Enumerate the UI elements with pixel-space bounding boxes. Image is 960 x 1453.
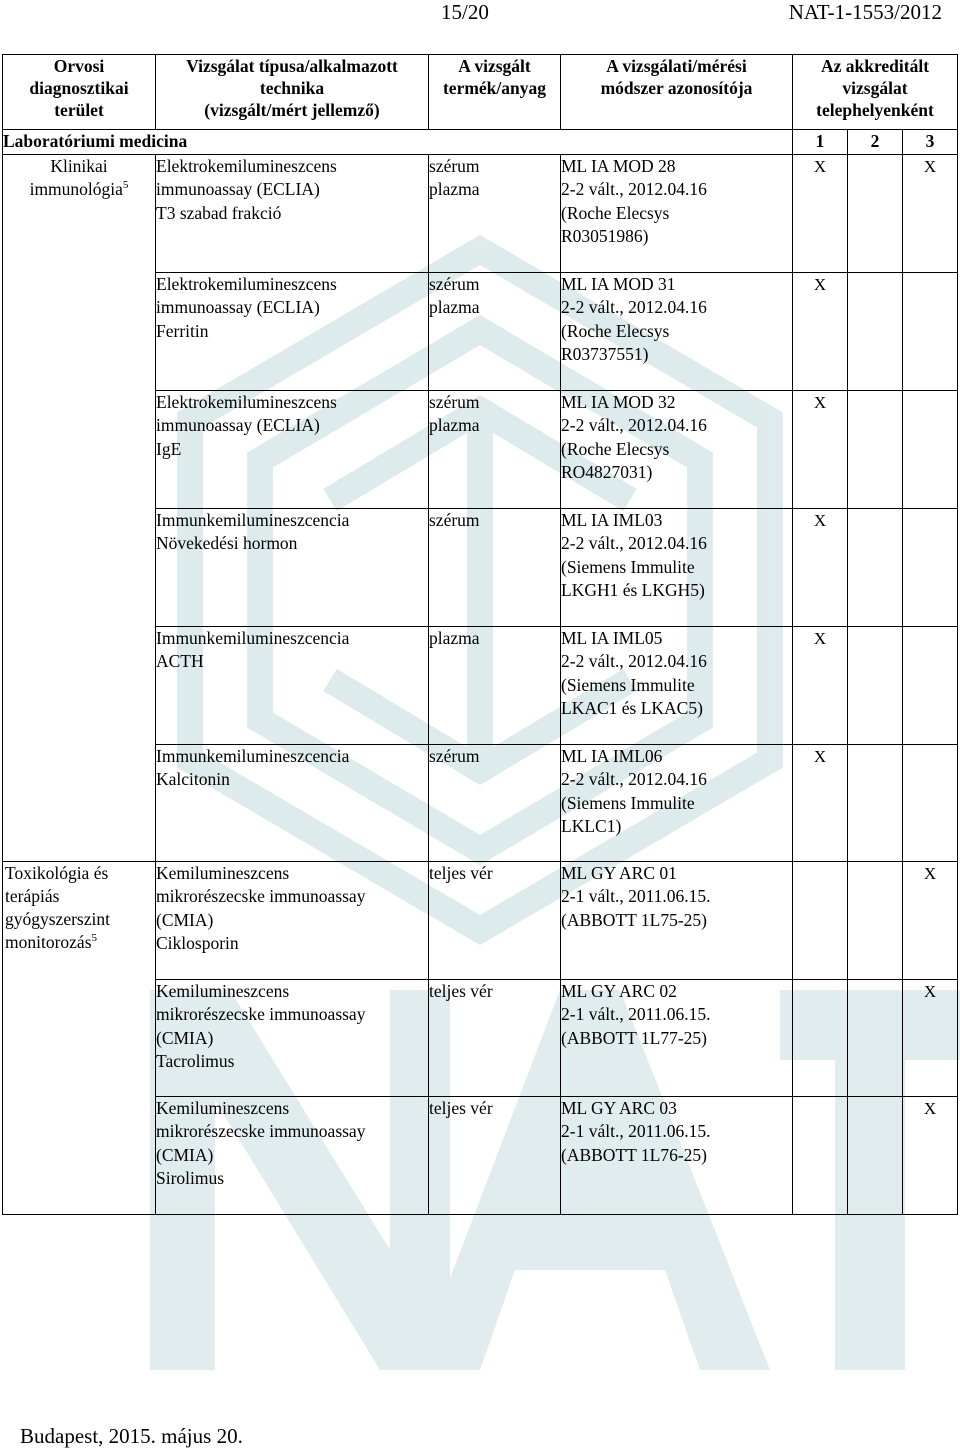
document-id: NAT-1-1553/2012 [788,0,942,24]
site-2-mark [848,390,903,508]
technique-line: Ciklosporin [156,933,239,953]
technique-cell [156,508,429,626]
site-2-mark [848,1096,903,1214]
site-2-mark [848,744,903,861]
area-line: gyógyszerszint [5,908,110,929]
method-line: (ABBOTT 1L76-25) [561,1144,707,1165]
technique-line: Immunkemilumineszcencia [156,627,350,648]
sample-line: szérum [429,273,480,294]
section-row [3,130,958,155]
technique-line: mikrorészecske immunoassay [156,886,366,906]
site-3-mark: X [903,154,958,272]
technique-line: Növekedési hormon [156,533,298,553]
technique-line: immunoassay (ECLIA) [156,179,320,199]
method-line: (Siemens Immulite [561,792,695,813]
technique-line: Kemilumineszcens [156,862,290,883]
col-header-technique: Vizsgálat típusa/alkalmazott technika (vizsgált/mért jellemző) [156,55,429,130]
technique-line: Immunkemilumineszcencia [156,509,350,530]
sample-cell [429,1096,561,1214]
site-2-mark [848,979,903,1096]
method-line: ML IA IML03 [561,509,663,530]
site-3-mark [903,744,958,861]
method-line: R03737551) [561,344,649,364]
sample-line: plazma [429,297,480,317]
method-line: (ABBOTT 1L77-25) [561,1027,707,1048]
method-line: R03051986) [561,226,649,246]
technique-line: immunoassay (ECLIA) [156,297,320,317]
footer-place-date: Budapest, 2015. május 20. [20,1424,243,1448]
method-line: ML GY ARC 01 [561,862,677,883]
method-line: 2-2 vált., 2012.04.16 [561,769,707,789]
site-1-mark: X [793,154,848,272]
area-line: immunológia$^5$ [29,178,129,199]
method-line: ML IA IML06 [561,745,663,766]
technique-line: mikrorészecske immunoassay [156,1004,366,1024]
technique-line: ACTH [156,651,204,671]
technique-cell [156,1096,429,1214]
technique-line: Immunkemilumineszcencia [156,745,350,766]
method-cell [561,1096,793,1214]
method-line: 2-2 vált., 2012.04.16 [561,651,707,671]
sample-cell [429,979,561,1096]
area-cell-immunology [3,154,156,861]
method-line: 2-2 vált., 2012.04.16 [561,415,707,435]
site-3-mark [903,390,958,508]
site-1-mark: X [793,508,848,626]
table-row [3,154,958,272]
method-cell [561,154,793,272]
header-row [3,55,958,130]
method-cell [561,626,793,744]
technique-line: (CMIA) [156,909,214,930]
method-line: ML GY ARC 03 [561,1097,677,1118]
technique-cell [156,979,429,1096]
area-line: monitorozás$^5$ [5,931,98,952]
method-line: 2-2 vált., 2012.04.16 [561,533,707,553]
method-line: 2-1 vált., 2011.06.15. [561,886,711,906]
site-1-mark: X [793,626,848,744]
technique-line: Kemilumineszcens [156,980,290,1001]
technique-line: (CMIA) [156,1144,214,1165]
technique-line: Kalcitonin [156,769,230,789]
method-line: 2-1 vált., 2011.06.15. [561,1004,711,1024]
method-line: LKGH1 és LKGH5) [561,580,705,600]
section-title: Laboratóriumi medicina [3,130,793,155]
technique-line: Elektrokemilumineszcens [156,155,337,176]
technique-line: (CMIA) [156,1027,214,1048]
site-1-mark [793,861,848,979]
col-header-sites: Az akkreditált vizsgálat telephelyenként [793,55,958,130]
method-line: 2-1 vált., 2011.06.15. [561,1121,711,1141]
technique-line: Tacrolimus [156,1051,235,1071]
method-cell [561,390,793,508]
sample-cell [429,272,561,390]
site-2-mark [848,508,903,626]
site-number-2: 2 [848,130,903,155]
site-2-mark [848,154,903,272]
technique-line: Sirolimus [156,1168,225,1188]
sample-line: teljes vér [429,862,493,883]
method-line: LKLC1) [561,816,622,836]
area-line: Klinikai [50,155,108,176]
sample-line: plazma [429,415,480,435]
sample-line: plazma [429,179,480,199]
site-3-mark [903,508,958,626]
site-2-mark [848,861,903,979]
method-cell [561,272,793,390]
col-header-sample: A vizsgált termék/anyag [429,55,561,130]
page-header [0,0,960,28]
page-number: 15/20 [441,0,489,24]
sample-cell [429,154,561,272]
technique-line: Kemilumineszcens [156,1097,290,1118]
area-line: terápiás [5,885,60,906]
accreditation-table [2,54,958,1215]
area-cell-toxicology [3,861,156,1214]
method-line: (Siemens Immulite [561,674,695,695]
technique-line: Elektrokemilumineszcens [156,391,337,412]
table-row [3,861,958,979]
area-line: Toxikológia és [5,862,109,883]
col-header-area: Orvosi diagnosztikai terület [3,55,156,130]
method-line: (Roche Elecsys [561,438,670,459]
technique-cell [156,390,429,508]
method-line: ML IA MOD 32 [561,391,676,412]
site-3-mark: X [903,979,958,1096]
site-3-mark: X [903,861,958,979]
site-1-mark: X [793,390,848,508]
col-header-method: A vizsgálati/mérési módszer azonosítója [561,55,793,130]
technique-line: immunoassay (ECLIA) [156,415,320,435]
method-line: (Roche Elecsys [561,320,670,341]
site-1-mark: X [793,744,848,861]
sample-line: szérum [429,509,480,530]
technique-cell [156,861,429,979]
method-line: ML IA MOD 28 [561,155,676,176]
sample-cell [429,744,561,861]
method-line: ML GY ARC 02 [561,980,677,1001]
method-cell [561,861,793,979]
method-line: 2-2 vált., 2012.04.16 [561,179,707,199]
technique-cell [156,626,429,744]
site-1-mark [793,1096,848,1214]
sample-cell [429,861,561,979]
method-cell [561,508,793,626]
method-line: 2-2 vált., 2012.04.16 [561,297,707,317]
sample-cell [429,626,561,744]
sample-line: teljes vér [429,980,493,1001]
site-1-mark [793,979,848,1096]
technique-line: mikrorészecske immunoassay [156,1121,366,1141]
method-line: LKAC1 és LKAC5) [561,698,703,718]
sample-line: szérum [429,745,480,766]
technique-cell [156,154,429,272]
method-line: ML IA IML05 [561,627,663,648]
technique-line: IgE [156,438,182,459]
site-2-mark [848,272,903,390]
method-line: (Siemens Immulite [561,556,695,577]
sample-cell [429,390,561,508]
method-line: ML IA MOD 31 [561,273,676,294]
site-number-3: 3 [903,130,958,155]
sample-cell [429,508,561,626]
technique-line: T3 szabad frakció [156,202,282,223]
sample-line: szérum [429,155,480,176]
method-line: (ABBOTT 1L75-25) [561,909,707,930]
site-3-mark [903,626,958,744]
sample-line: plazma [429,627,480,648]
sample-line: teljes vér [429,1097,493,1118]
site-1-mark: X [793,272,848,390]
site-number-1: 1 [793,130,848,155]
site-2-mark [848,626,903,744]
technique-line: Elektrokemilumineszcens [156,273,337,294]
site-3-mark [903,272,958,390]
technique-cell [156,744,429,861]
method-cell [561,744,793,861]
technique-line: Ferritin [156,320,209,341]
method-cell [561,979,793,1096]
method-line: RO4827031) [561,462,653,482]
method-line: (Roche Elecsys [561,202,670,223]
sample-line: szérum [429,391,480,412]
site-3-mark: X [903,1096,958,1214]
technique-cell [156,272,429,390]
